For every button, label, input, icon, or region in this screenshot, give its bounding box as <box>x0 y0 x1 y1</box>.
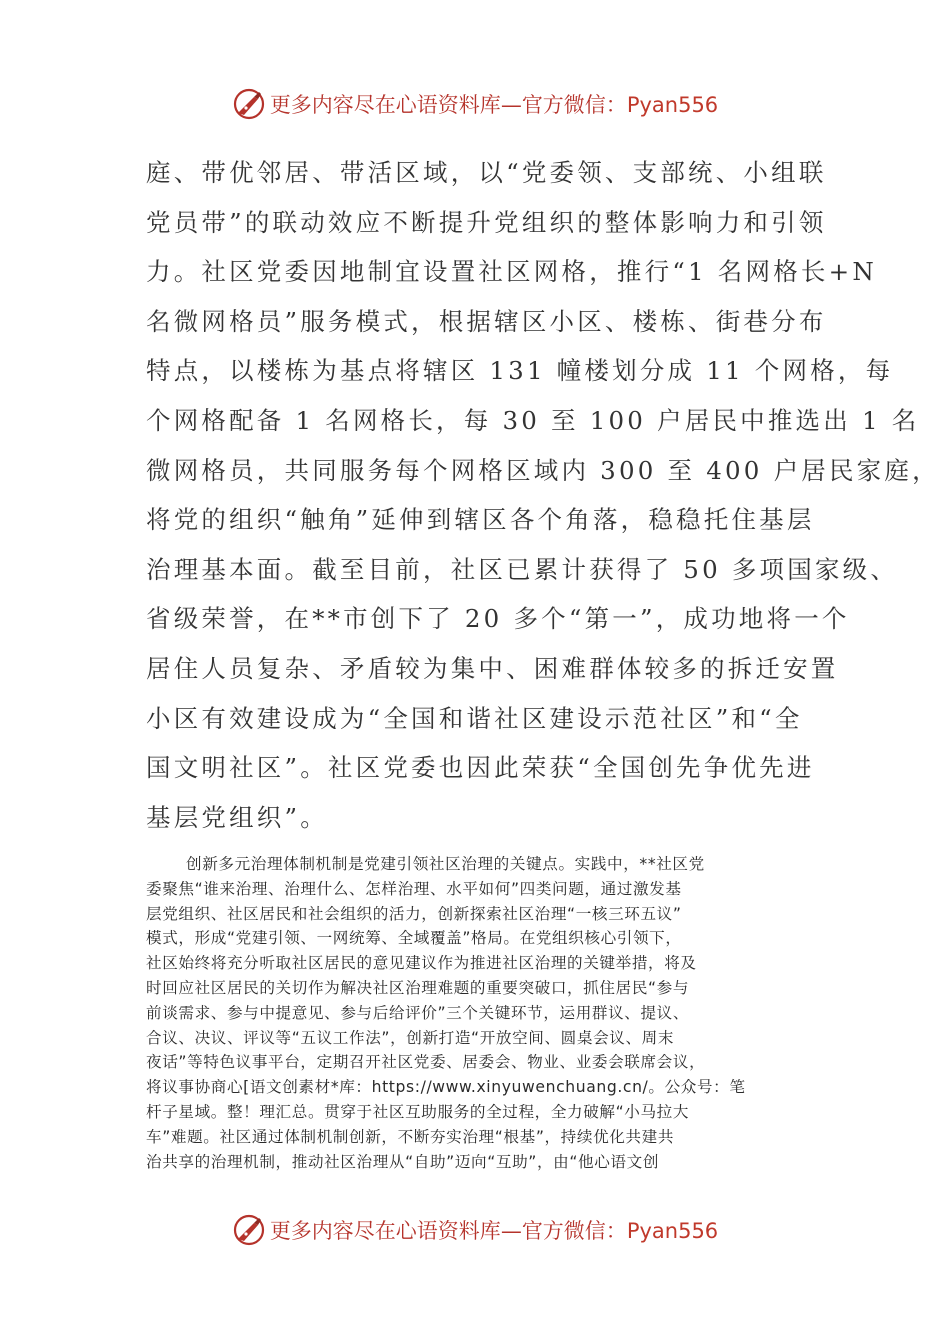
second-line: 杆子星域。整！理汇总。贯穿于社区互助服务的全过程，全力破解“小马拉大 <box>146 1102 690 1121</box>
banner-wechat-id: Pyan556 <box>626 93 719 117</box>
main-line: 庭、带优邻居、带活区域，以“党委领、支部统、小组联 <box>146 158 827 187</box>
main-line: 特点，以楼栋为基点将辖区 131 幢楼划分成 11 个网格，每 <box>146 356 894 386</box>
main-line: 党员带”的联动效应不断提升党组织的整体影响力和引领 <box>146 207 827 237</box>
main-line: 治理基本面。截至目前，社区已累计获得了 50 多项国家级、 <box>146 554 899 584</box>
header-banner-content <box>232 87 718 121</box>
main-line: 名微网格员”服务模式，根据辖区小区、楼栋、街巷分布 <box>146 306 827 336</box>
second-line: 合议、决议、评议等“五议工作法”，创新打造“开放空间、圆桌会议、周末 <box>146 1028 675 1047</box>
second-line: 时回应社区居民的关切作为解决社区治理难题的重要突破口，抓住居民“参与 <box>146 978 690 997</box>
footer-banner-text <box>270 1215 718 1245</box>
main-paragraph <box>146 148 940 842</box>
second-line: 治共享的治理机制，推动社区治理从“自助”迈向“互助”，由“他心语文创 <box>146 1152 660 1171</box>
header-banner <box>0 84 950 124</box>
main-line: 小区有效建设成为“全国和谐社区建设示范社区”和“全 <box>146 703 803 733</box>
main-line: 基层党组织”。 <box>146 802 328 832</box>
banner-dash: — <box>500 93 522 117</box>
second-line: 社区始终将充分听取社区居民的意见建议作为推进社区治理的关键举措，将及 <box>146 954 697 973</box>
pen-nib-logo-icon <box>232 1213 266 1247</box>
banner-title: 更多内容尽在心语资料库 <box>269 1219 501 1243</box>
banner-wechat-id: Pyan556 <box>626 1219 719 1243</box>
main-line: 国文明社区”。社区党委也因此荣获“全国创先争优先进 <box>146 753 815 783</box>
second-line: 创新多元治理体制机制是党建引领社区治理的关键点。实践中，**社区党 <box>186 855 705 873</box>
banner-label: 官方微信： <box>521 93 627 117</box>
second-line: 模式，形成“党建引领、一网统筹、全域覆盖”格局。在党组织核心引领下， <box>146 929 682 948</box>
second-paragraph <box>146 852 806 1174</box>
main-line: 力。社区党委因地制宜设置社区网格，推行“1 名网格长+N <box>146 257 877 287</box>
main-line: 将党的组织“触角”延伸到辖区各个角落，稳稳托住基层 <box>146 505 815 535</box>
second-line: 将议事协商心[语文创素材*库：https://www.xinyuwenchuang.cn/。公众号：笔 <box>146 1078 746 1097</box>
second-line: 夜话”等特色议事平台，定期召开社区党委、居委会、物业、业委会联席会议， <box>146 1053 706 1072</box>
main-line: 居住人员复杂、矛盾较为集中、困难群体较多的拆迁安置 <box>146 653 839 683</box>
second-line: 前谈需求、参与中提意见、参与后给评价”三个关键环节，运用群议、提议、 <box>146 1003 690 1022</box>
pen-nib-logo-icon <box>232 87 266 121</box>
banner-dash: — <box>500 1219 522 1243</box>
banner-title: 更多内容尽在心语资料库 <box>269 93 501 117</box>
second-line: 委聚焦“谁来治理、治理什么、怎样治理、水平如何”四类问题，通过激发基 <box>146 879 682 898</box>
header-banner-text <box>270 89 718 119</box>
footer-banner-content <box>232 1213 718 1247</box>
main-line: 微网格员，共同服务每个网格区域内 300 至 400 户居民家庭， <box>146 455 940 485</box>
main-line: 省级荣誉，在**市创下了 20 多个“第一”，成功地将一个 <box>146 604 850 634</box>
main-line: 个网格配备 1 名网格长，每 30 至 100 户居民中推选出 1 名 <box>146 405 920 435</box>
second-line: 层党组织、社区居民和社会组织的活力，创新探索社区治理“一核三环五议” <box>146 904 682 923</box>
banner-label: 官方微信： <box>521 1219 627 1243</box>
second-line: 车”难题。社区通过体制机制创新，不断夯实治理“根基”，持续优化共建共 <box>146 1127 675 1146</box>
footer-banner <box>0 1210 950 1250</box>
